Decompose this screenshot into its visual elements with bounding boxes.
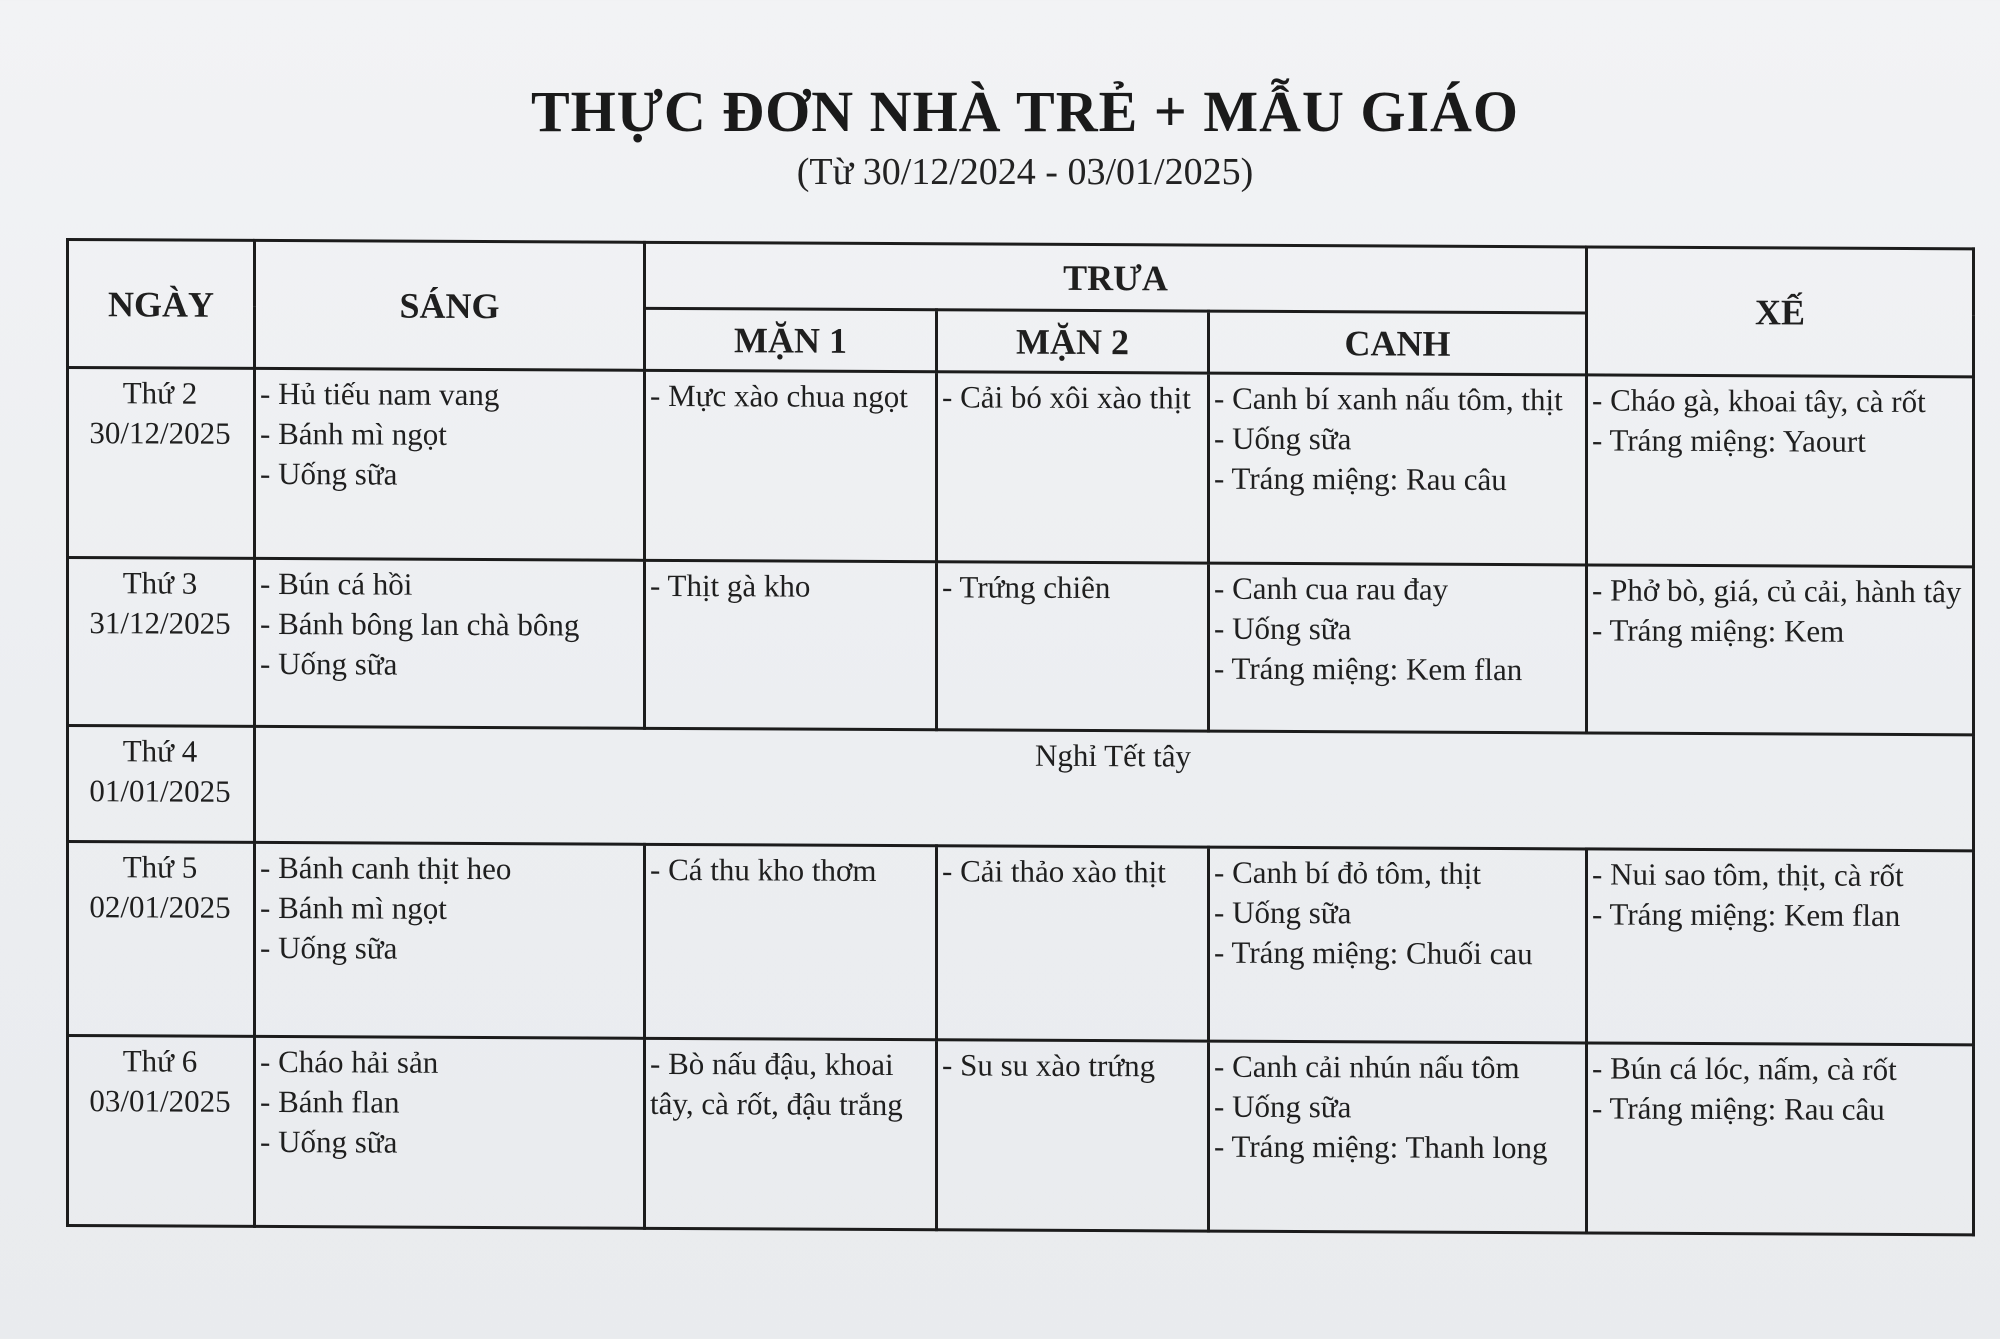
menu-cell-man1 [645,560,937,729]
menu-row [68,842,1974,1045]
day-name: Thứ 5 [122,849,198,885]
menu-cell-man2 [937,846,1209,1041]
menu-item: - Canh bí xanh nấu tôm, thịt [1214,380,1563,418]
menu-item: - Trứng chiên [942,569,1111,606]
menu-cell-man1 [645,1038,937,1229]
header-trua: TRƯA [645,242,1587,313]
menu-item: - Cháo hải sản [260,1043,439,1080]
day-cell [68,842,255,1037]
menu-item: - Tráng miệng: Kem flan [1214,650,1523,688]
header-man2: MẶN 2 [937,310,1209,373]
menu-cell-xe [1587,1043,1974,1235]
menu-cell-canh [1209,563,1587,733]
menu-cell-sang [255,842,645,1038]
menu-item: - Canh cải nhún nấu tôm [1214,1048,1520,1086]
page-subtitle: (Từ 30/12/2024 - 03/01/2025) [796,151,1254,193]
menu-cell-sang [255,558,645,728]
menu-item: - Bún cá lóc, nấm, cà rốt [1592,1050,1897,1087]
menu-row [68,558,1974,735]
menu-item: - Bánh mì ngọt [260,889,447,926]
menu-item: - Bánh canh thịt heo [260,849,512,887]
menu-item: - Bánh flan [260,1083,400,1120]
menu-item: - Tráng miệng: Thanh long [1214,1128,1548,1166]
menu-item: - Su su xào trứng [942,1047,1156,1084]
day-date: 03/01/2025 [89,1083,231,1119]
day-name: Thứ 4 [122,733,198,769]
menu-item: - Cải thảo xào thịt [942,853,1166,890]
menu-cell-canh [1209,373,1587,565]
menu-item: - Hủ tiếu nam vang [260,375,500,413]
menu-row [68,1036,1974,1235]
day-date: 02/01/2025 [89,889,231,925]
holiday-cell: Nghỉ Tết tây [255,726,1974,850]
menu-cell-man1 [645,844,937,1039]
menu-item: - Canh cua rau đay [1214,570,1449,607]
menu-item: - Nui sao tôm, thịt, cà rốt [1592,856,1904,893]
menu-item: - Tráng miệng: Kem flan [1592,896,1901,933]
day-name: Thứ 6 [122,1043,198,1079]
menu-table [66,238,1975,1236]
menu-item: - Tráng miệng: Yaourt [1592,422,1866,459]
menu-cell-man2 [937,372,1209,563]
day-date: 31/12/2025 [89,605,231,641]
page-title: THỰC ĐƠN NHÀ TRẺ + MẪU GIÁO [530,79,1520,144]
menu-item: - Uống sữa [1214,1088,1352,1125]
menu-item: - Uống sữa [260,455,398,492]
menu-body [68,368,1974,1235]
menu-item: - Phở bò, giá, củ cải, hành tây [1592,572,1962,610]
menu-item: - Uống sữa [1214,610,1352,647]
menu-cell-man2 [937,1040,1209,1231]
menu-cell-xe [1587,565,1974,735]
menu-item: - Cháo gà, khoai tây, cà rốt [1592,382,1926,420]
menu-item: - Bò nấu đậu, khoai tây, cà rốt, đậu trắng [650,1045,903,1123]
menu-item: - Bún cá hồi [260,565,413,602]
menu-cell-sang [255,368,645,560]
menu-item: - Cải bó xôi xào thịt [942,379,1191,416]
menu-item: - Uống sữa [260,1123,398,1160]
header-canh: CANH [1209,311,1587,375]
menu-cell-canh [1209,1041,1587,1233]
menu-item: - Tráng miệng: Chuối cau [1214,934,1533,972]
menu-item: - Tráng miệng: Kem [1592,612,1845,649]
menu-row [68,726,1974,851]
day-name: Thứ 3 [122,565,198,601]
menu-item: - Canh bí đỏ tôm, thịt [1214,854,1481,891]
menu-item: - Uống sữa [1214,894,1352,931]
day-date: 30/12/2025 [89,415,231,451]
menu-cell-xe [1587,849,1974,1045]
menu-cell-xe [1587,375,1974,567]
day-cell [68,726,255,843]
menu-row [68,368,1974,567]
menu-item: - Cá thu kho thơm [650,851,877,888]
day-cell [68,1036,255,1227]
menu-item: - Uống sữa [260,929,398,966]
menu-cell-canh [1209,847,1587,1043]
day-cell [68,368,255,559]
header-xe: XẾ [1587,247,1974,377]
header-ngay: NGÀY [68,240,255,369]
menu-cell-man2 [937,562,1209,731]
menu-item: - Uống sữa [260,645,398,682]
day-name: Thứ 2 [122,375,198,411]
menu-item: - Thịt gà kho [650,567,811,604]
menu-cell-man1 [645,370,937,561]
menu-item: - Bánh bông lan chà bông [260,605,580,643]
menu-item: - Mực xào chua ngọt [650,377,908,415]
menu-item: - Bánh mì ngọt [260,415,447,452]
header-man1: MẶN 1 [645,308,937,371]
menu-cell-sang [255,1036,645,1228]
menu-item: - Uống sữa [1214,420,1352,457]
day-date: 01/01/2025 [89,773,231,809]
day-cell [68,558,255,727]
header-sang: SÁNG [255,240,645,370]
menu-item: - Tráng miệng: Rau câu [1214,460,1507,498]
menu-item: - Tráng miệng: Rau câu [1592,1090,1885,1127]
